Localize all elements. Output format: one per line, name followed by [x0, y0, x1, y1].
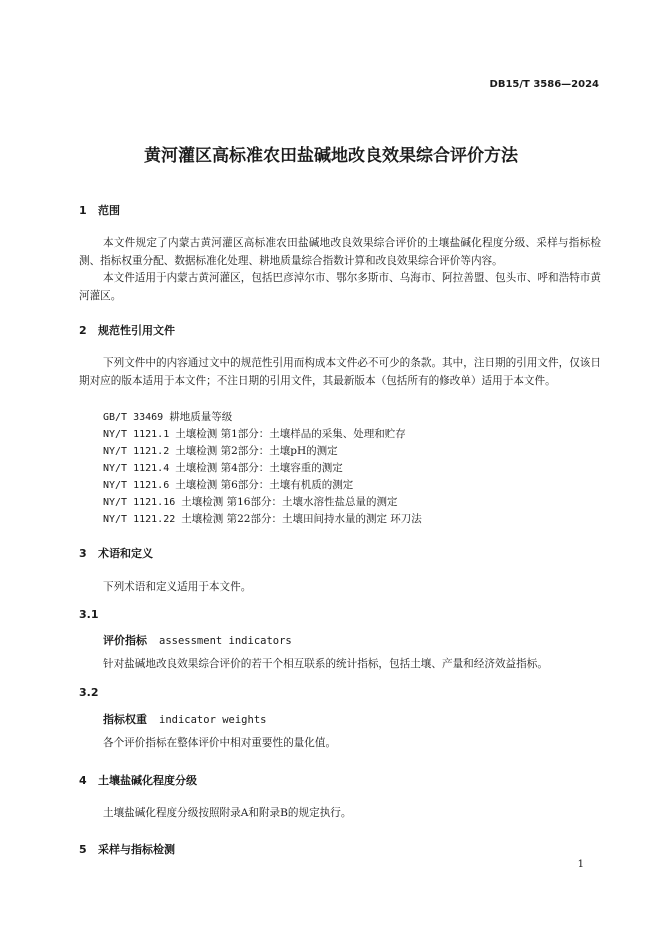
references-intro: 下列文件中的内容通过文中的规范性引用而构成本文件必不可少的条款。其中，注日期的引用文件，仅该日期对应的版本适用于本文件；不注日期的引用文件，其最新版本（包括所有的修改单）适用于本文件。	[79, 357, 601, 387]
section-3-heading	[79, 545, 153, 561]
section-title: 采样与指标检测	[98, 843, 175, 856]
reference-code: NY/T 1121.22	[103, 514, 176, 525]
reference-item	[103, 494, 397, 509]
section-number: 3	[79, 547, 87, 560]
reference-title: 土壤检测 第1部分：土壤样品的采集、处理和贮存	[175, 428, 406, 440]
reference-code: GB/T 33469	[103, 412, 164, 423]
section-title: 土壤盐碱化程度分级	[98, 774, 197, 787]
page-number: 1	[577, 859, 584, 870]
term-name-zh: 指标权重	[103, 713, 147, 726]
scope-paragraph-1: 本文件规定了内蒙古黄河灌区高标准农田盐碱地改良效果综合评价的土壤盐碱化程度分级、采样与指标检测、指标权重分配、数据标准化处理、耕地质量综合指数计算和改良效果综合评价等内容。	[79, 237, 601, 267]
reference-item	[103, 460, 343, 475]
reference-item	[103, 409, 232, 424]
term-number: 3.1	[79, 608, 99, 621]
salinization-grading-text: 土壤盐碱化程度分级按照附录A和附录B的规定执行。	[103, 807, 352, 819]
section-number: 2	[79, 324, 87, 337]
term-number: 3.2	[79, 686, 99, 699]
section-title: 规范性引用文件	[98, 324, 175, 337]
scope-paragraph-2: 本文件适用于内蒙古黄河灌区，包括巴彦淖尔市、鄂尔多斯市、乌海市、阿拉善盟、包头市、呼和浩特市黄河灌区。	[79, 272, 601, 302]
term-heading	[103, 632, 292, 648]
reference-item	[103, 477, 353, 492]
reference-title: 土壤检测 第4部分：土壤容重的测定	[175, 462, 343, 474]
terms-intro: 下列术语和定义适用于本文件。	[103, 581, 252, 593]
reference-title: 耕地质量等级	[169, 411, 233, 423]
section-number: 4	[79, 774, 87, 787]
section-title: 范围	[98, 204, 120, 217]
section-4-heading	[79, 772, 197, 788]
section-number: 5	[79, 843, 87, 856]
term-name-en: assessment indicators	[159, 635, 292, 647]
document-title: 黄河灌区高标准农田盐碱地改良效果综合评价方法	[144, 146, 518, 166]
document-code: DB15/T 3586—2024	[489, 79, 599, 90]
section-number: 1	[79, 204, 87, 217]
reference-code: NY/T 1121.2	[103, 446, 170, 457]
reference-code: NY/T 1121.16	[103, 497, 176, 508]
reference-title: 土壤检测 第6部分：土壤有机质的测定	[175, 479, 354, 491]
term-name-zh: 评价指标	[103, 634, 147, 647]
term-heading	[103, 711, 266, 727]
reference-item	[103, 511, 422, 526]
reference-code: NY/T 1121.4	[103, 463, 170, 474]
reference-code: NY/T 1121.6	[103, 480, 170, 491]
section-title: 术语和定义	[98, 547, 153, 560]
reference-title: 土壤检测 第2部分：土壤pH的测定	[175, 445, 338, 457]
term-definition: 针对盐碱地改良效果综合评价的若干个相互联系的统计指标，包括土壤、产量和经济效益指标。	[103, 658, 548, 670]
reference-item	[103, 426, 406, 441]
section-1-heading	[79, 202, 120, 218]
reference-title: 土壤检测 第16部分：土壤水溶性盐总量的测定	[181, 496, 398, 508]
reference-title: 土壤检测 第22部分：土壤田间持水量的测定 环刀法	[181, 513, 422, 525]
term-name-en: indicator weights	[159, 714, 267, 726]
reference-item	[103, 443, 338, 458]
term-definition: 各个评价指标在整体评价中相对重要性的量化值。	[103, 737, 337, 749]
section-2-heading	[79, 322, 175, 338]
reference-code: NY/T 1121.1	[103, 429, 170, 440]
section-5-heading	[79, 841, 175, 857]
